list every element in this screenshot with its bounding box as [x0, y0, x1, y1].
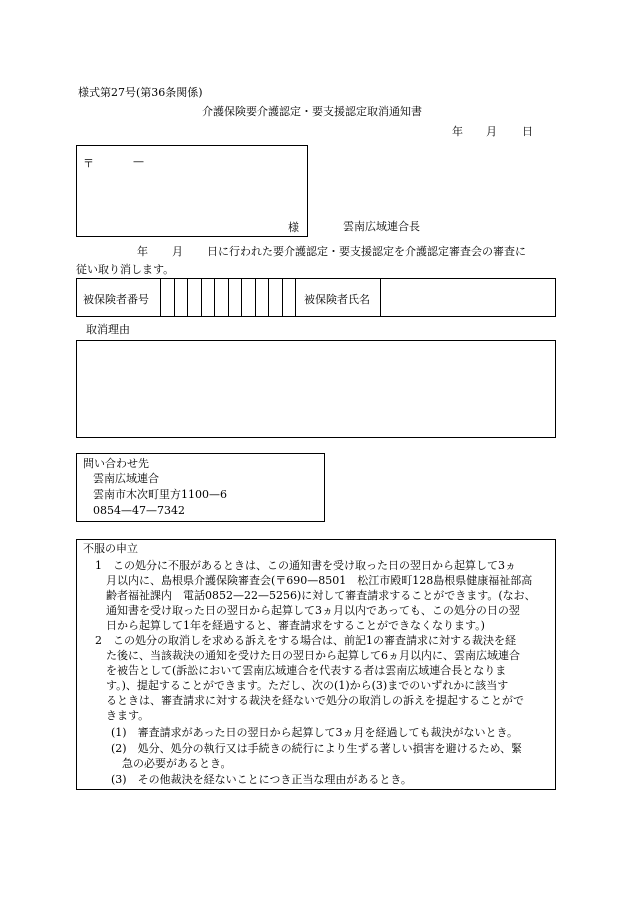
date-year: 年 [452, 125, 463, 138]
contact-line: 雲南広域連合 [93, 472, 159, 485]
cancel-reason-label: 取消理由 [86, 323, 130, 336]
cancel-reason-box [76, 340, 556, 438]
objection-line: た後に、当該裁決の通知を受けた日の翌日から起算して6ヵ月以内に、雲南広域連合 [106, 649, 520, 662]
objection-line: 2 この処分の取消しを求める訴えをする場合は、前記1の審査請求に対する裁決を経 [95, 634, 516, 647]
body-month: 月 [172, 245, 183, 258]
objection-box [76, 539, 556, 790]
digit-cell-divider [187, 279, 188, 316]
digit-cell-divider [268, 279, 269, 316]
digit-cell-divider [174, 279, 175, 316]
objection-line: (1) 審査請求があった日の翌日から起算して3ヵ月を経過しても裁決がないとき。 [111, 726, 519, 739]
issuer-name: 雲南広域連合長 [343, 220, 420, 233]
body-text-line2: 従い取り消します。 [76, 263, 175, 276]
objection-title: 不服の申立 [83, 542, 138, 555]
digit-cell-divider [295, 279, 296, 316]
objection-line: (2) 処分、処分の執行又は手続きの続行により生ずる著しい損害を避けるため、緊 [111, 742, 523, 755]
postal-mark: 〒 [83, 157, 94, 170]
digit-cell-divider [160, 279, 161, 316]
postal-dash: — [133, 155, 144, 168]
document-title: 介護保険要介護認定・要支援認定取消通知書 [202, 105, 422, 118]
objection-line: す。)、提起することができます。ただし、次の(1)から(3)までのいずれかに該当す [106, 679, 509, 692]
digit-cell-divider [201, 279, 202, 316]
contact-box [76, 453, 325, 522]
date-month: 月 [486, 125, 497, 138]
objection-line: きます。 [106, 709, 150, 722]
objection-line: 齢者福祉課内 電話0852—22—5256)に対して審査請求することができます。(なお、 [106, 589, 536, 602]
objection-line: (3) その他裁決を経ないことにつき正当な理由があるとき。 [111, 773, 412, 786]
contact-title: 問い合わせ先 [83, 457, 149, 470]
address-box [76, 145, 308, 237]
date-day: 日 [522, 125, 533, 138]
digit-cell-divider [282, 279, 283, 316]
contact-line: 0854—47—7342 [93, 504, 185, 517]
objection-line: 急の必要があるとき。 [122, 757, 232, 770]
insured-name-label: 被保険者氏名 [304, 293, 370, 306]
body-text-line1: 日に行われた要介護認定・要支援認定を介護認定審査会の審査に [207, 245, 526, 258]
insured-name-divider [380, 279, 381, 316]
objection-line: るときは、審査請求に対する裁決を経ないで処分の取消しの訴えを提起することがで [106, 694, 524, 707]
form-number: 様式第27号(第36条関係) [78, 86, 203, 99]
objection-line: 1 この処分に不服があるときは、この通知書を受け取った日の翌日から起算して3ヵ [95, 559, 516, 572]
objection-line: 通知書を受け取った日の翌日から起算して3ヵ月以内であっても、この処分の日の翌 [106, 604, 520, 617]
digit-cell-divider [255, 279, 256, 316]
insured-number-label: 被保険者番号 [83, 293, 149, 306]
digit-cell-divider [214, 279, 215, 316]
objection-line: 日から起算して1年を経過すると、審査請求をすることができなくなります。) [106, 619, 485, 632]
honorific: 様 [288, 221, 299, 234]
objection-line: を被告として(訴訟において雲南広域連合を代表する者は雲南広域連合長となりま [106, 664, 507, 677]
body-year: 年 [137, 245, 148, 258]
digit-cell-divider [228, 279, 229, 316]
insured-table [76, 278, 556, 317]
digit-cell-divider [241, 279, 242, 316]
contact-line: 雲南市木次町里方1100—6 [93, 488, 227, 501]
objection-line: 月以内に、島根県介護保険審査会(〒690—8501 松江市殿町128島根県健康福祉部高 [106, 574, 533, 587]
